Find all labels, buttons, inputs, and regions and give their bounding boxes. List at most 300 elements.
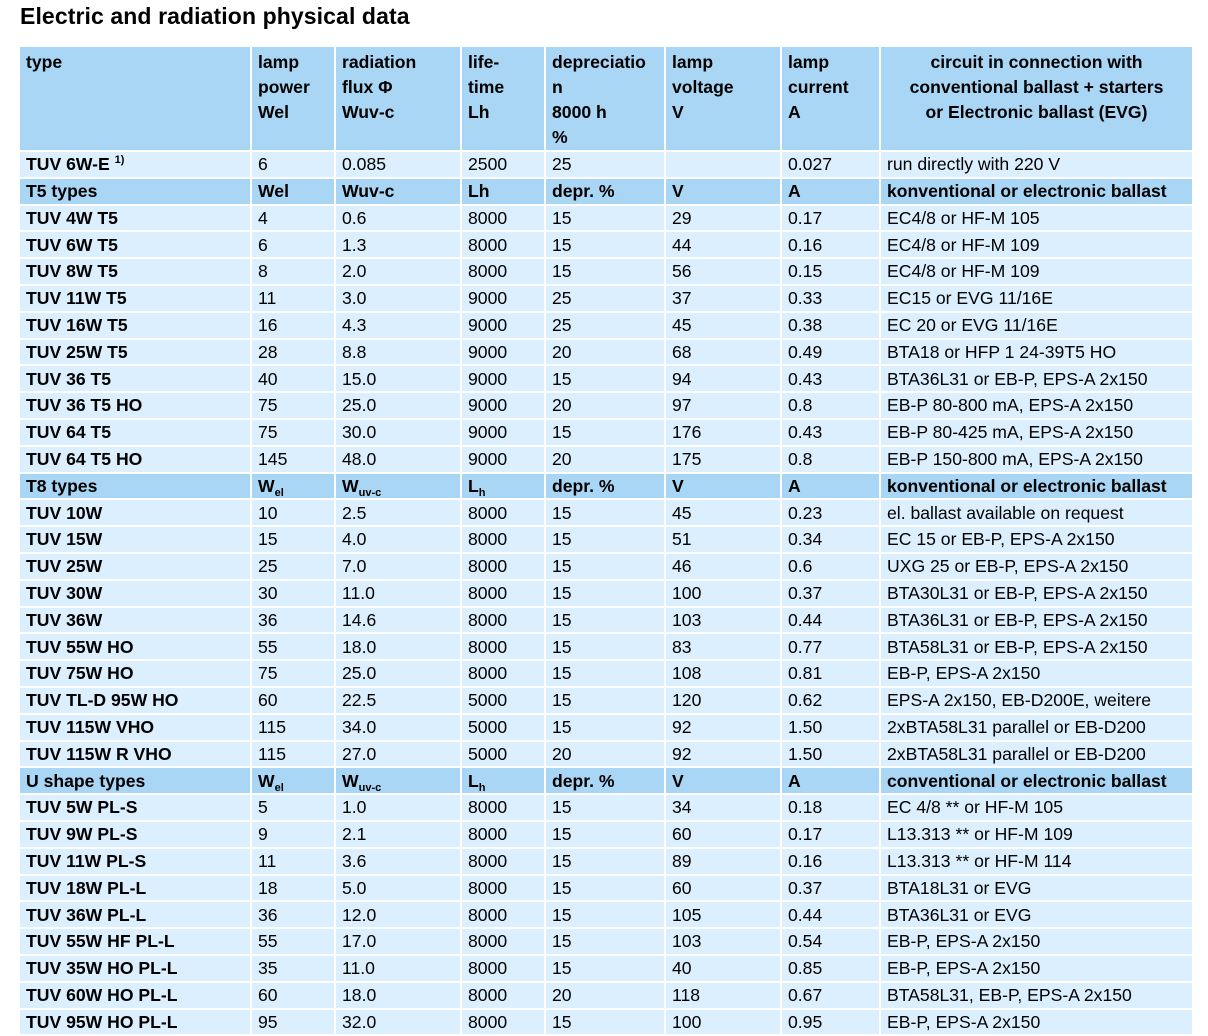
cell-type: TUV 11W PL-S	[20, 848, 251, 875]
cell-type: TUV 6W T5	[20, 231, 251, 258]
cell-current: 0.44	[781, 901, 880, 928]
cell-type: TUV 55W HO	[20, 633, 251, 660]
table-row	[20, 928, 1193, 955]
cell-depreciation: 15	[545, 687, 665, 714]
cell-circuit: el. ballast available on request	[880, 499, 1193, 526]
cell-flux: 27.0	[335, 741, 461, 768]
cell-current: 0.37	[781, 580, 880, 607]
cell-power: 4	[251, 205, 335, 232]
cell-power: 16	[251, 312, 335, 339]
cell-flux: 0.085	[335, 151, 461, 178]
cell-circuit: BTA36L31 or EB-P, EPS-A 2x150	[880, 365, 1193, 392]
table-row	[20, 607, 1193, 634]
table-row	[20, 794, 1193, 821]
cell-type: TUV 95W HO PL-L	[20, 1009, 251, 1036]
cell-voltage: 34	[665, 794, 781, 821]
unit-symbol: Wuv-c	[342, 181, 395, 202]
cell-power: 40	[251, 365, 335, 392]
cell-voltage: 92	[665, 741, 781, 768]
cell-depreciation: 20	[545, 446, 665, 473]
section-unit-circuit: konventional or electronic ballast	[880, 473, 1193, 500]
cell-voltage: 176	[665, 419, 781, 446]
cell-power: 11	[251, 285, 335, 312]
col-header-current: lamp current A	[781, 47, 880, 151]
table-row	[20, 231, 1193, 258]
cell-current: 0.18	[781, 794, 880, 821]
cell-type: TUV 25W T5	[20, 339, 251, 366]
cell-flux: 34.0	[335, 714, 461, 741]
cell-current: 0.17	[781, 821, 880, 848]
cell-voltage: 51	[665, 526, 781, 553]
section-unit-power	[251, 767, 335, 794]
cell-type: TUV 9W PL-S	[20, 821, 251, 848]
col-header-circuit: circuit in connection with conventional ballast + starters or Electronic ballast (EVG)	[880, 47, 1193, 151]
cell-voltage: 83	[665, 633, 781, 660]
cell-type: TUV 75W HO	[20, 660, 251, 687]
cell-flux: 2.0	[335, 258, 461, 285]
section-unit-lifetime	[461, 473, 545, 500]
cell-type: TUV 36W PL-L	[20, 901, 251, 928]
section-title: U shape types	[20, 767, 251, 794]
page-title: Electric and radiation physical data	[20, 3, 410, 29]
cell-lifetime: 9000	[461, 285, 545, 312]
cell-current: 0.38	[781, 312, 880, 339]
cell-depreciation: 15	[545, 1009, 665, 1036]
cell-flux: 25.0	[335, 392, 461, 419]
section-unit-voltage: V	[665, 767, 781, 794]
cell-current: 0.44	[781, 607, 880, 634]
section-unit-voltage: V	[665, 473, 781, 500]
section-title: T5 types	[20, 178, 251, 205]
cell-depreciation: 15	[545, 848, 665, 875]
cell-voltage: 97	[665, 392, 781, 419]
cell-power: 18	[251, 875, 335, 902]
cell-flux: 5.0	[335, 875, 461, 902]
section-unit-current: A	[781, 178, 880, 205]
cell-voltage: 103	[665, 607, 781, 634]
cell-current: 0.81	[781, 660, 880, 687]
table-row	[20, 151, 1193, 178]
table-row	[20, 660, 1193, 687]
cell-voltage: 175	[665, 446, 781, 473]
cell-flux: 12.0	[335, 901, 461, 928]
cell-power: 95	[251, 1009, 335, 1036]
cell-power: 115	[251, 714, 335, 741]
cell-lifetime: 9000	[461, 312, 545, 339]
col-header-voltage: lamp voltage V	[665, 47, 781, 151]
cell-lifetime: 8000	[461, 499, 545, 526]
cell-circuit: EC4/8 or HF-M 105	[880, 205, 1193, 232]
unit-symbol: L	[468, 770, 479, 791]
section-unit-circuit: conventional or electronic ballast	[880, 767, 1193, 794]
cell-power: 8	[251, 258, 335, 285]
cell-power: 36	[251, 901, 335, 928]
cell-power: 145	[251, 446, 335, 473]
cell-flux: 15.0	[335, 365, 461, 392]
cell-lifetime: 8000	[461, 526, 545, 553]
cell-lifetime: 8000	[461, 205, 545, 232]
cell-flux: 32.0	[335, 1009, 461, 1036]
cell-voltage: 105	[665, 901, 781, 928]
cell-voltage: 100	[665, 1009, 781, 1036]
cell-flux: 14.6	[335, 607, 461, 634]
table-row	[20, 446, 1193, 473]
cell-flux: 18.0	[335, 633, 461, 660]
cell-depreciation: 15	[545, 607, 665, 634]
cell-depreciation: 25	[545, 285, 665, 312]
cell-flux: 3.6	[335, 848, 461, 875]
table-row	[20, 526, 1193, 553]
table-row	[20, 553, 1193, 580]
table-row	[20, 499, 1193, 526]
cell-current: 0.43	[781, 419, 880, 446]
cell-depreciation: 15	[545, 875, 665, 902]
table-row	[20, 580, 1193, 607]
section-title: T8 types	[20, 473, 251, 500]
cell-power: 10	[251, 499, 335, 526]
cell-depreciation: 15	[545, 499, 665, 526]
cell-type: TUV 5W PL-S	[20, 794, 251, 821]
section-header-row	[20, 767, 1193, 794]
cell-voltage: 37	[665, 285, 781, 312]
table-row	[20, 365, 1193, 392]
cell-depreciation: 15	[545, 365, 665, 392]
cell-lifetime: 8000	[461, 794, 545, 821]
cell-power: 75	[251, 392, 335, 419]
unit-subscript: h	[478, 781, 486, 794]
cell-power: 5	[251, 794, 335, 821]
cell-type: TUV 36W	[20, 607, 251, 634]
section-unit-depreciation: depr. %	[545, 473, 665, 500]
cell-circuit: EC4/8 or HF-M 109	[880, 258, 1193, 285]
cell-power: 55	[251, 633, 335, 660]
cell-lifetime: 8000	[461, 955, 545, 982]
cell-depreciation: 15	[545, 419, 665, 446]
cell-lifetime: 8000	[461, 607, 545, 634]
cell-type: TUV 4W T5	[20, 205, 251, 232]
cell-voltage: 60	[665, 821, 781, 848]
section-unit-circuit: konventional or electronic ballast	[880, 178, 1193, 205]
cell-depreciation: 15	[545, 553, 665, 580]
cell-voltage: 60	[665, 875, 781, 902]
lamp-data-table	[20, 47, 1194, 1036]
section-unit-flux	[335, 473, 461, 500]
cell-type: TUV 18W PL-L	[20, 875, 251, 902]
cell-current: 0.15	[781, 258, 880, 285]
cell-power: 75	[251, 419, 335, 446]
cell-lifetime: 5000	[461, 687, 545, 714]
cell-circuit: EB-P, EPS-A 2x150	[880, 1009, 1193, 1036]
cell-lifetime: 5000	[461, 714, 545, 741]
cell-voltage: 94	[665, 365, 781, 392]
col-header-lifetime: life- time Lh	[461, 47, 545, 151]
cell-lifetime: 9000	[461, 365, 545, 392]
col-header-power: lamp power Wel	[251, 47, 335, 151]
table-row	[20, 714, 1193, 741]
cell-power: 6	[251, 151, 335, 178]
cell-type: TUV 64 T5	[20, 419, 251, 446]
cell-lifetime: 9000	[461, 446, 545, 473]
cell-circuit: BTA58L31, EB-P, EPS-A 2x150	[880, 982, 1193, 1009]
cell-current: 0.027	[781, 151, 880, 178]
cell-flux: 48.0	[335, 446, 461, 473]
unit-subscript: el	[274, 781, 284, 794]
table-row	[20, 285, 1193, 312]
cell-flux: 4.3	[335, 312, 461, 339]
cell-circuit: BTA18L31 or EVG	[880, 875, 1193, 902]
cell-circuit: EC4/8 or HF-M 109	[880, 231, 1193, 258]
cell-type: TUV 64 T5 HO	[20, 446, 251, 473]
table-row	[20, 339, 1193, 366]
cell-lifetime: 5000	[461, 741, 545, 768]
cell-circuit: BTA18 or HFP 1 24-39T5 HO	[880, 339, 1193, 366]
cell-circuit: EC15 or EVG 11/16E	[880, 285, 1193, 312]
cell-depreciation: 15	[545, 231, 665, 258]
table-row	[20, 821, 1193, 848]
cell-depreciation: 25	[545, 151, 665, 178]
cell-current: 1.50	[781, 714, 880, 741]
table-row	[20, 633, 1193, 660]
cell-circuit: EPS-A 2x150, EB-D200E, weitere	[880, 687, 1193, 714]
cell-flux: 3.0	[335, 285, 461, 312]
cell-voltage: 118	[665, 982, 781, 1009]
section-unit-lifetime	[461, 178, 545, 205]
cell-voltage: 68	[665, 339, 781, 366]
cell-type: TUV 115W R VHO	[20, 741, 251, 768]
cell-flux: 11.0	[335, 955, 461, 982]
cell-circuit: 2xBTA58L31 parallel or EB-D200	[880, 714, 1193, 741]
col-header-type: type	[20, 47, 251, 151]
cell-lifetime: 8000	[461, 1009, 545, 1036]
table-row	[20, 392, 1193, 419]
cell-current: 0.95	[781, 1009, 880, 1036]
cell-power: 60	[251, 982, 335, 1009]
cell-current: 0.8	[781, 392, 880, 419]
unit-subscript: el	[274, 486, 284, 499]
cell-voltage: 56	[665, 258, 781, 285]
cell-lifetime: 8000	[461, 633, 545, 660]
cell-current: 0.16	[781, 231, 880, 258]
table-row	[20, 741, 1193, 768]
cell-flux: 1.3	[335, 231, 461, 258]
cell-lifetime: 2500	[461, 151, 545, 178]
cell-voltage: 45	[665, 312, 781, 339]
cell-power: 115	[251, 741, 335, 768]
cell-current: 0.85	[781, 955, 880, 982]
cell-lifetime: 8000	[461, 580, 545, 607]
cell-circuit: BTA30L31 or EB-P, EPS-A 2x150	[880, 580, 1193, 607]
cell-flux: 18.0	[335, 982, 461, 1009]
cell-type: TUV 6W-E $^{1)}$	[20, 151, 251, 178]
section-unit-voltage: V	[665, 178, 781, 205]
cell-voltage: 44	[665, 231, 781, 258]
cell-flux: 1.0	[335, 794, 461, 821]
cell-current: 0.33	[781, 285, 880, 312]
cell-circuit: run directly with 220 V	[880, 151, 1193, 178]
cell-depreciation: 20	[545, 982, 665, 1009]
cell-type: TUV 30W	[20, 580, 251, 607]
unit-symbol: W	[342, 770, 359, 791]
cell-circuit: BTA36L31 or EB-P, EPS-A 2x150	[880, 607, 1193, 634]
cell-lifetime: 8000	[461, 660, 545, 687]
cell-type: TUV 15W	[20, 526, 251, 553]
cell-power: 25	[251, 553, 335, 580]
cell-lifetime: 9000	[461, 419, 545, 446]
cell-current: 0.67	[781, 982, 880, 1009]
cell-current: 0.37	[781, 875, 880, 902]
cell-lifetime: 9000	[461, 339, 545, 366]
section-unit-depreciation: depr. %	[545, 178, 665, 205]
cell-lifetime: 8000	[461, 875, 545, 902]
cell-type: TUV 36 T5 HO	[20, 392, 251, 419]
unit-subscript: uv-c	[358, 781, 382, 794]
cell-current: 0.23	[781, 499, 880, 526]
cell-flux: 11.0	[335, 580, 461, 607]
cell-power: 36	[251, 607, 335, 634]
cell-current: 0.49	[781, 339, 880, 366]
cell-circuit: EB-P 150-800 mA, EPS-A 2x150	[880, 446, 1193, 473]
cell-type: TUV 35W HO PL-L	[20, 955, 251, 982]
cell-type: TUV 25W	[20, 553, 251, 580]
cell-circuit: EC 15 or EB-P, EPS-A 2x150	[880, 526, 1193, 553]
cell-voltage: 120	[665, 687, 781, 714]
cell-flux: 7.0	[335, 553, 461, 580]
table-row	[20, 1009, 1193, 1036]
cell-voltage: 103	[665, 928, 781, 955]
cell-current: 0.8	[781, 446, 880, 473]
cell-depreciation: 20	[545, 741, 665, 768]
cell-current: 0.54	[781, 928, 880, 955]
cell-type: TUV 60W HO PL-L	[20, 982, 251, 1009]
cell-depreciation: 15	[545, 660, 665, 687]
cell-voltage: 92	[665, 714, 781, 741]
unit-symbol: W	[258, 770, 275, 791]
table-row	[20, 687, 1193, 714]
table-row	[20, 419, 1193, 446]
cell-type: TUV 115W VHO	[20, 714, 251, 741]
cell-depreciation: 20	[545, 392, 665, 419]
cell-current: 1.50	[781, 741, 880, 768]
table-row	[20, 875, 1193, 902]
unit-symbol: Wel	[258, 181, 289, 202]
cell-lifetime: 8000	[461, 258, 545, 285]
unit-symbol: W	[258, 475, 275, 496]
cell-depreciation: 15	[545, 955, 665, 982]
cell-flux: 2.1	[335, 821, 461, 848]
section-unit-flux	[335, 767, 461, 794]
cell-power: 6	[251, 231, 335, 258]
table-row	[20, 258, 1193, 285]
cell-lifetime: 8000	[461, 821, 545, 848]
footnote-marker: 1)	[114, 154, 125, 167]
cell-flux: 25.0	[335, 660, 461, 687]
section-unit-current: A	[781, 473, 880, 500]
section-unit-power	[251, 178, 335, 205]
cell-depreciation: 15	[545, 258, 665, 285]
section-unit-power	[251, 473, 335, 500]
cell-depreciation: 25	[545, 312, 665, 339]
cell-lifetime: 8000	[461, 231, 545, 258]
cell-voltage: 46	[665, 553, 781, 580]
table-row	[20, 901, 1193, 928]
cell-type: TUV 8W T5	[20, 258, 251, 285]
cell-current: 0.77	[781, 633, 880, 660]
table-row	[20, 312, 1193, 339]
cell-type: TUV 55W HF PL-L	[20, 928, 251, 955]
table-header-row	[20, 47, 1193, 151]
section-unit-depreciation: depr. %	[545, 767, 665, 794]
section-header-row	[20, 473, 1193, 500]
cell-circuit: UXG 25 or EB-P, EPS-A 2x150	[880, 553, 1193, 580]
cell-depreciation: 15	[545, 821, 665, 848]
cell-depreciation: 15	[545, 714, 665, 741]
cell-current: 0.16	[781, 848, 880, 875]
col-header-depreciation: depreciatio n 8000 h %	[545, 47, 665, 151]
table-row	[20, 848, 1193, 875]
cell-lifetime: 8000	[461, 553, 545, 580]
cell-flux: 2.5	[335, 499, 461, 526]
col-header-flux: radiation flux Φ Wuv-c	[335, 47, 461, 151]
cell-type: TUV 10W	[20, 499, 251, 526]
cell-power: 30	[251, 580, 335, 607]
cell-power: 75	[251, 660, 335, 687]
cell-flux: 4.0	[335, 526, 461, 553]
cell-depreciation: 15	[545, 580, 665, 607]
cell-flux: 17.0	[335, 928, 461, 955]
cell-circuit: BTA36L31 or EVG	[880, 901, 1193, 928]
cell-depreciation: 15	[545, 205, 665, 232]
cell-circuit: L13.313 ** or HF-M 109	[880, 821, 1193, 848]
cell-power: 35	[251, 955, 335, 982]
section-unit-flux	[335, 178, 461, 205]
cell-flux: 8.8	[335, 339, 461, 366]
cell-circuit: EC 20 or EVG 11/16E	[880, 312, 1193, 339]
cell-type: TUV TL-D 95W HO	[20, 687, 251, 714]
cell-voltage: 29	[665, 205, 781, 232]
cell-depreciation: 15	[545, 901, 665, 928]
unit-subscript: h	[478, 486, 486, 499]
cell-voltage: 89	[665, 848, 781, 875]
cell-power: 9	[251, 821, 335, 848]
cell-lifetime: 8000	[461, 848, 545, 875]
section-header-row	[20, 178, 1193, 205]
cell-depreciation: 15	[545, 633, 665, 660]
cell-current: 0.62	[781, 687, 880, 714]
cell-type: TUV 16W T5	[20, 312, 251, 339]
table-row	[20, 955, 1193, 982]
cell-current: 0.43	[781, 365, 880, 392]
cell-type: TUV 11W T5	[20, 285, 251, 312]
cell-current: 0.6	[781, 553, 880, 580]
cell-lifetime: 8000	[461, 928, 545, 955]
cell-flux: 30.0	[335, 419, 461, 446]
unit-symbol: W	[342, 475, 359, 496]
cell-depreciation: 15	[545, 794, 665, 821]
table-row	[20, 982, 1193, 1009]
cell-power: 60	[251, 687, 335, 714]
cell-circuit: BTA58L31 or EB-P, EPS-A 2x150	[880, 633, 1193, 660]
cell-circuit: L13.313 ** or HF-M 114	[880, 848, 1193, 875]
cell-flux: 22.5	[335, 687, 461, 714]
section-unit-current: A	[781, 767, 880, 794]
cell-circuit: EB-P, EPS-A 2x150	[880, 928, 1193, 955]
cell-voltage: 108	[665, 660, 781, 687]
cell-power: 15	[251, 526, 335, 553]
cell-circuit: EB-P 80-425 mA, EPS-A 2x150	[880, 419, 1193, 446]
cell-circuit: EB-P 80-800 mA, EPS-A 2x150	[880, 392, 1193, 419]
cell-circuit: EB-P, EPS-A 2x150	[880, 660, 1193, 687]
unit-symbol: L	[468, 475, 479, 496]
